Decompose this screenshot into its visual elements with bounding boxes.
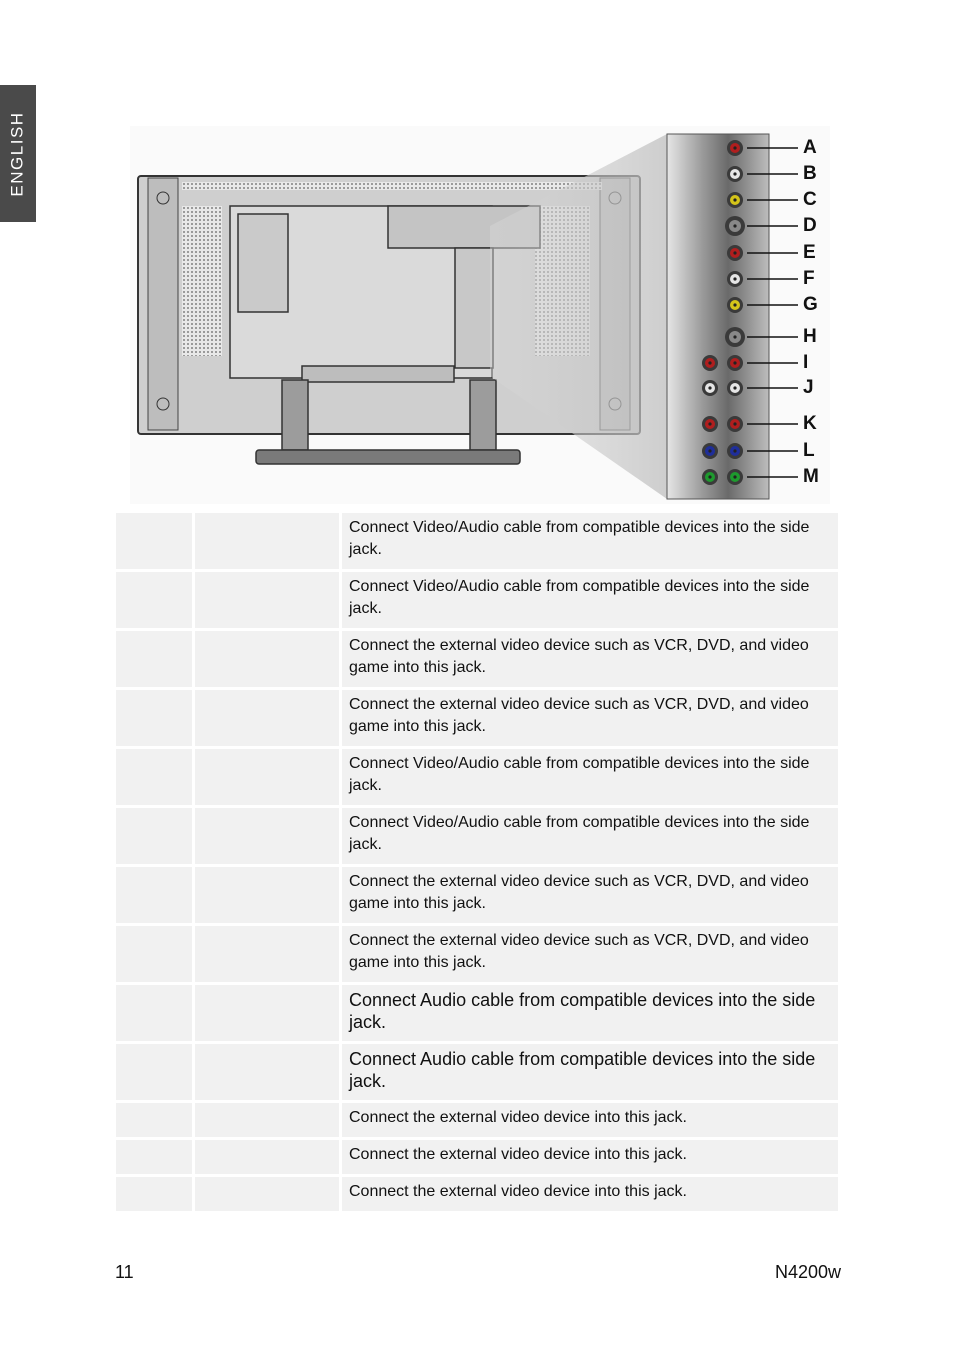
row-description-cell: Connect the external video device into this jack. [342,1140,838,1174]
jack-label-j: J [803,377,814,398]
row-name-cell [195,1140,339,1174]
jack-d-pin [733,224,736,227]
row-item-cell [116,631,192,687]
jack-label-k: K [803,413,817,434]
table-row [116,690,838,746]
table-row [116,631,838,687]
table-row [116,1103,838,1137]
jack-e-pin [733,251,736,254]
row-description-cell: Connect Video/Audio cable from compatible devices into the side jack. [342,808,838,864]
row-name-cell [195,572,339,628]
jack-a-pin [733,146,736,149]
jack-label-c: C [803,189,817,210]
jack-m-pin [708,475,711,478]
table-row [116,572,838,628]
row-description-cell: Connect Audio cable from compatible devices into the side jack. [342,1044,838,1100]
jack-f-pin [733,277,736,280]
jack-label-b: B [803,163,817,184]
row-description-cell: Connect Video/Audio cable from compatible devices into the side jack. [342,572,838,628]
jack-label-g: G [803,294,818,315]
row-description-cell: Connect Video/Audio cable from compatible devices into the side jack. [342,513,838,569]
jack-label-l: L [803,440,815,461]
jack-label-a: A [803,137,817,158]
row-name-cell [195,1177,339,1211]
jack-label-h: H [803,326,817,347]
row-description-cell: Connect the external video device such as VCR, DVD, and video game into this jack. [342,867,838,923]
row-item-cell [116,1103,192,1137]
row-name-cell [195,631,339,687]
table-row [116,1044,838,1100]
row-item-cell [116,1177,192,1211]
jack-j-pin [733,386,736,389]
table-row [116,513,838,569]
row-item-cell [116,749,192,805]
tv-rear-illustration [130,126,830,504]
jack-label-i: I [803,352,809,373]
row-item-cell [116,985,192,1041]
row-name-cell [195,1103,339,1137]
row-item-cell [116,1140,192,1174]
row-name-cell [195,690,339,746]
row-description-cell: Connect the external video device into this jack. [342,1177,838,1211]
row-item-cell [116,867,192,923]
row-name-cell [195,749,339,805]
table-row [116,749,838,805]
jack-c-pin [733,198,736,201]
table-row [116,808,838,864]
row-name-cell [195,513,339,569]
table-row [116,1140,838,1174]
jack-label-f: F [803,268,815,289]
jack-k-pin [708,422,711,425]
row-description-cell: Connect Audio cable from compatible devices into the side jack. [342,985,838,1041]
ports-table [113,510,841,1214]
jack-b-pin [733,172,736,175]
row-name-cell [195,867,339,923]
row-name-cell [195,808,339,864]
jack-h-pin [733,335,736,338]
row-description-cell: Connect the external video device such as VCR, DVD, and video game into this jack. [342,690,838,746]
jack-k-pin [733,422,736,425]
row-item-cell [116,572,192,628]
row-name-cell [195,985,339,1041]
row-item-cell [116,1044,192,1100]
page-number: 11 [115,1262,134,1282]
tv-rear-panel-figure [130,126,830,504]
row-description-cell: Connect the external video device such as VCR, DVD, and video game into this jack. [342,926,838,982]
jack-g-pin [733,303,736,306]
jack-i-pin [733,361,736,364]
jack-j-pin [708,386,711,389]
table-row [116,867,838,923]
table-row [116,1177,838,1211]
table-row [116,926,838,982]
row-description-cell: Connect the external video device such as VCR, DVD, and video game into this jack. [342,631,838,687]
row-item-cell [116,513,192,569]
model-name: N4200w [774,1262,841,1282]
jack-label-e: E [803,242,816,263]
language-tab [0,85,36,222]
row-item-cell [116,808,192,864]
row-name-cell [195,926,339,982]
row-description-cell: Connect Video/Audio cable from compatible devices into the side jack. [342,749,838,805]
jack-label-m: M [803,466,819,487]
jack-l-pin [733,449,736,452]
language-tab-label: ENGLISH [8,110,28,197]
row-description-cell: Connect the external video device into this jack. [342,1103,838,1137]
table-row [116,985,838,1041]
jack-m-pin [733,475,736,478]
jack-label-d: D [803,215,817,236]
row-item-cell [116,690,192,746]
jack-l-pin [708,449,711,452]
row-name-cell [195,1044,339,1100]
jack-i-pin [708,361,711,364]
row-item-cell [116,926,192,982]
